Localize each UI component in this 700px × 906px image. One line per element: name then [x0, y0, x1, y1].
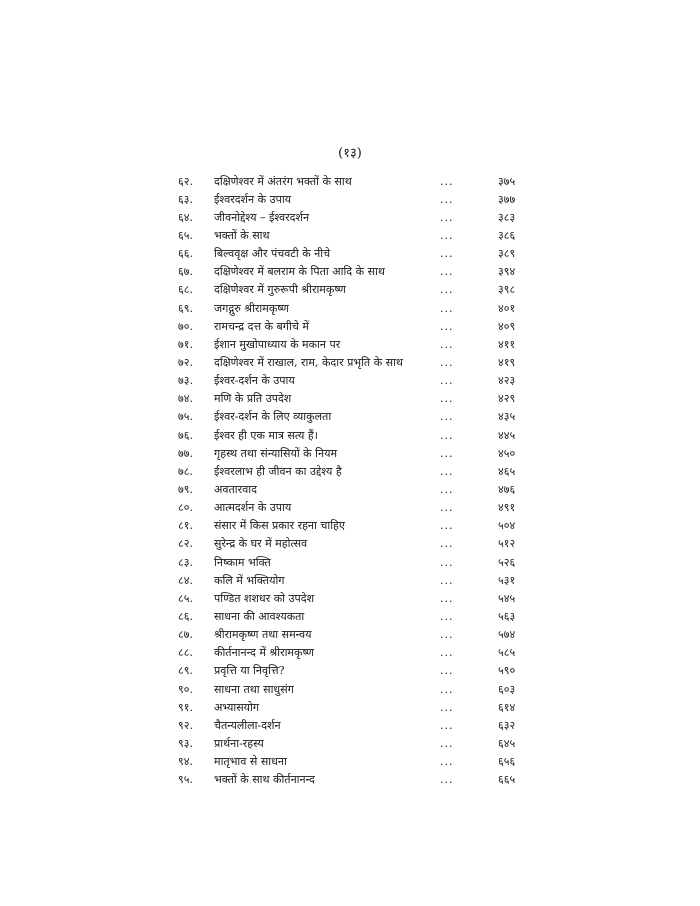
entry-title: ईशान मुखोपाध्याय के मकान पर: [214, 337, 341, 351]
entry-page-number: ६१४: [498, 700, 516, 714]
toc-entry: [178, 571, 530, 589]
entry-leader-dots: ...: [440, 210, 454, 224]
entry-page-number: ५२६: [498, 555, 516, 569]
entry-leader-dots: ...: [440, 555, 454, 569]
entry-page-number: ४५०: [498, 446, 516, 460]
entry-title: ईश्वर-दर्शन के लिए व्याकुलता: [214, 410, 332, 424]
toc-entry: [178, 480, 530, 498]
toc-entry: [178, 771, 530, 789]
toc-entry: [178, 263, 530, 281]
table-of-contents: [178, 172, 530, 789]
entry-page-number: ४९१: [498, 501, 516, 515]
entry-page-number: ४२३: [498, 374, 516, 388]
entry-title: रामचन्द्र दत्त के बगीचे में: [214, 319, 309, 333]
entry-leader-dots: ...: [440, 646, 454, 660]
toc-entry: [178, 644, 530, 662]
entry-title: मातृभाव से साधना: [214, 755, 287, 769]
entry-number: ६२.: [178, 174, 193, 188]
entry-leader-dots: ...: [440, 428, 454, 442]
toc-entry: [178, 607, 530, 625]
entry-number: ७९.: [178, 482, 193, 496]
entry-leader-dots: ...: [440, 301, 454, 315]
entry-page-number: ५४५: [498, 591, 516, 605]
toc-entry: [178, 317, 530, 335]
entry-page-number: ४०१: [498, 301, 516, 315]
entry-page-number: ३८६: [498, 228, 516, 242]
entry-leader-dots: ...: [440, 700, 454, 714]
entry-title: संसार में किस प्रकार रहना चाहिए: [214, 519, 345, 533]
entry-number: ८८.: [178, 646, 193, 660]
entry-leader-dots: ...: [440, 192, 454, 206]
entry-leader-dots: ...: [440, 374, 454, 388]
entry-leader-dots: ...: [440, 591, 454, 605]
entry-number: ६५.: [178, 228, 193, 242]
entry-title: दक्षिणेश्वर में बलराम के पिता आदि के साथ: [214, 265, 385, 279]
entry-number: ७६.: [178, 428, 193, 442]
entry-leader-dots: ...: [440, 682, 454, 696]
entry-number: ९४.: [178, 755, 193, 769]
entry-number: ६६.: [178, 247, 193, 261]
toc-entry: [178, 353, 530, 371]
entry-number: ६८.: [178, 283, 193, 297]
entry-page-number: ३७५: [498, 174, 516, 188]
entry-page-number: ४२९: [498, 392, 516, 406]
entry-page-number: ६४५: [498, 736, 516, 750]
toc-entry: [178, 462, 530, 480]
entry-title: अवतारवाद: [214, 482, 257, 496]
entry-leader-dots: ...: [440, 501, 454, 515]
toc-entry: [178, 626, 530, 644]
entry-leader-dots: ...: [440, 319, 454, 333]
entry-page-number: ४४५: [498, 428, 516, 442]
entry-leader-dots: ...: [440, 283, 454, 297]
entry-title: अभ्यासयोग: [214, 700, 260, 714]
entry-number: ८०.: [178, 501, 193, 515]
entry-page-number: ४०९: [498, 319, 516, 333]
entry-page-number: ६५६: [498, 755, 516, 769]
entry-page-number: ३८३: [498, 210, 516, 224]
toc-entry: [178, 444, 530, 462]
entry-title: मणि के प्रति उपदेश: [214, 392, 292, 406]
entry-page-number: ३७७: [498, 192, 516, 206]
entry-page-number: ४११: [498, 337, 516, 351]
entry-page-number: ५३१: [498, 573, 516, 587]
entry-title: भक्तों के साथ कीर्तनानन्द: [214, 773, 315, 787]
toc-entry: [178, 372, 530, 390]
entry-title: दक्षिणेश्वर में गुरुरूपी श्रीरामकृष्ण: [214, 283, 346, 297]
entry-page-number: ३९४: [498, 265, 516, 279]
entry-page-number: ५१२: [498, 537, 516, 551]
entry-title: ईश्वर ही एक मात्र सत्य हैं।: [214, 428, 318, 442]
toc-entry: [178, 226, 530, 244]
entry-leader-dots: ...: [440, 482, 454, 496]
entry-number: ७२.: [178, 355, 193, 369]
entry-leader-dots: ...: [440, 174, 454, 188]
entry-page-number: ४७६: [498, 482, 516, 496]
toc-entry: [178, 662, 530, 680]
entry-title: जीवनोद्देश्य – ईश्वरदर्शन: [214, 210, 310, 224]
entry-number: ६४.: [178, 210, 193, 224]
entry-number: ८६.: [178, 609, 193, 623]
entry-title: श्रीरामकृष्ण तथा समन्वय: [214, 628, 312, 642]
entry-title: चैतन्यलीला-दर्शन: [214, 718, 281, 732]
entry-number: ६९.: [178, 301, 193, 315]
entry-title: भक्तों के साथ: [214, 228, 270, 242]
entry-page-number: ५६३: [498, 609, 516, 623]
toc-entry: [178, 335, 530, 353]
entry-leader-dots: ...: [440, 265, 454, 279]
entry-number: ८७.: [178, 628, 193, 642]
entry-number: ८९.: [178, 664, 193, 678]
entry-number: ८४.: [178, 573, 193, 587]
entry-number: ६७.: [178, 265, 193, 279]
entry-page-number: ४१९: [498, 355, 516, 369]
entry-title: साधना की आवश्यकता: [214, 609, 305, 623]
entry-number: ९५.: [178, 773, 193, 787]
toc-entry: [178, 517, 530, 535]
entry-page-number: ३८९: [498, 247, 516, 261]
toc-entry: [178, 172, 530, 190]
entry-leader-dots: ...: [440, 228, 454, 242]
entry-leader-dots: ...: [440, 537, 454, 551]
entry-leader-dots: ...: [440, 392, 454, 406]
entry-number: ९२.: [178, 718, 193, 732]
entry-number: ९३.: [178, 736, 193, 750]
toc-entry: [178, 753, 530, 771]
entry-number: ६३.: [178, 192, 193, 206]
entry-title: दक्षिणेश्वर में राखाल, राम, केदार प्रभृति के साथ: [214, 355, 403, 369]
entry-page-number: ६३२: [498, 718, 516, 732]
entry-leader-dots: ...: [440, 446, 454, 460]
entry-leader-dots: ...: [440, 664, 454, 678]
toc-entry: [178, 281, 530, 299]
entry-title: आत्मदर्शन के उपाय: [214, 501, 292, 515]
entry-leader-dots: ...: [440, 337, 454, 351]
entry-title: ईश्वरदर्शन के उपाय: [214, 192, 292, 206]
toc-entry: [178, 734, 530, 752]
entry-number: ८२.: [178, 537, 193, 551]
entry-title: निष्काम भक्ति: [214, 555, 271, 569]
entry-page-number: ५७४: [498, 628, 516, 642]
entry-number: ७७.: [178, 446, 193, 460]
entry-leader-dots: ...: [440, 464, 454, 478]
entry-leader-dots: ...: [440, 355, 454, 369]
toc-entry: [178, 390, 530, 408]
entry-leader-dots: ...: [440, 755, 454, 769]
toc-entry: [178, 208, 530, 226]
entry-number: ७५.: [178, 410, 193, 424]
entry-leader-dots: ...: [440, 410, 454, 424]
entry-title: पण्डित शशधर को उपदेश: [214, 591, 315, 605]
entry-page-number: ४३५: [498, 410, 516, 424]
entry-number: ८१.: [178, 519, 193, 533]
entry-page-number: ३९८: [498, 283, 516, 297]
entry-page-number: ६०३: [498, 682, 516, 696]
entry-leader-dots: ...: [440, 609, 454, 623]
entry-title: ईश्वर-दर्शन के उपाय: [214, 374, 295, 388]
toc-entry: [178, 535, 530, 553]
toc-entry: [178, 553, 530, 571]
entry-leader-dots: ...: [440, 573, 454, 587]
entry-page-number: ५०४: [498, 519, 516, 533]
toc-entry: [178, 499, 530, 517]
toc-entry: [178, 698, 530, 716]
toc-entry: [178, 589, 530, 607]
entry-leader-dots: ...: [440, 247, 454, 261]
entry-number: ९०.: [178, 682, 193, 696]
toc-entry: [178, 245, 530, 263]
entry-title: कीर्तनानन्द में श्रीरामकृष्ण: [214, 646, 314, 660]
toc-entry: [178, 716, 530, 734]
entry-leader-dots: ...: [440, 519, 454, 533]
toc-entry: [178, 680, 530, 698]
entry-page-number: ६६५: [498, 773, 516, 787]
toc-entry: [178, 190, 530, 208]
entry-leader-dots: ...: [440, 736, 454, 750]
toc-entry: [178, 426, 530, 444]
toc-entry: [178, 408, 530, 426]
toc-entry: [178, 299, 530, 317]
entry-title: साधना तथा साधुसंग: [214, 682, 294, 696]
entry-title: कलि में भक्तियोग: [214, 573, 285, 587]
entry-title: ईश्वरलाभ ही जीवन का उद्देश्य है: [214, 464, 342, 478]
entry-title: प्रवृत्ति या निवृत्ति?: [214, 664, 285, 678]
entry-title: सुरेन्द्र के घर में महोत्सव: [214, 537, 308, 551]
entry-leader-dots: ...: [440, 718, 454, 732]
entry-page-number: ४६५: [498, 464, 516, 478]
entry-number: ८५.: [178, 591, 193, 605]
entry-number: ७४.: [178, 392, 193, 406]
entry-page-number: ५८५: [498, 646, 516, 660]
entry-number: ७८.: [178, 464, 193, 478]
entry-leader-dots: ...: [440, 773, 454, 787]
entry-leader-dots: ...: [440, 628, 454, 642]
entry-title: प्रार्थना-रहस्य: [214, 736, 264, 750]
entry-title: गृहस्थ तथा संन्यासियों के नियम: [214, 446, 338, 460]
entry-number: ७३.: [178, 374, 193, 388]
entry-title: दक्षिणेश्वर में अंतरंग भक्तों के साथ: [214, 174, 352, 188]
page-number: (१३): [338, 146, 362, 161]
entry-title: बिल्ववृक्ष और पंचवटी के नीचे: [214, 247, 331, 261]
entry-page-number: ५९०: [498, 664, 516, 678]
entry-number: ९१.: [178, 700, 193, 714]
entry-title: जगद्गुरु श्रीरामकृष्ण: [214, 301, 289, 315]
entry-number: ८३.: [178, 555, 193, 569]
entry-number: ७०.: [178, 319, 193, 333]
entry-number: ७१.: [178, 337, 193, 351]
